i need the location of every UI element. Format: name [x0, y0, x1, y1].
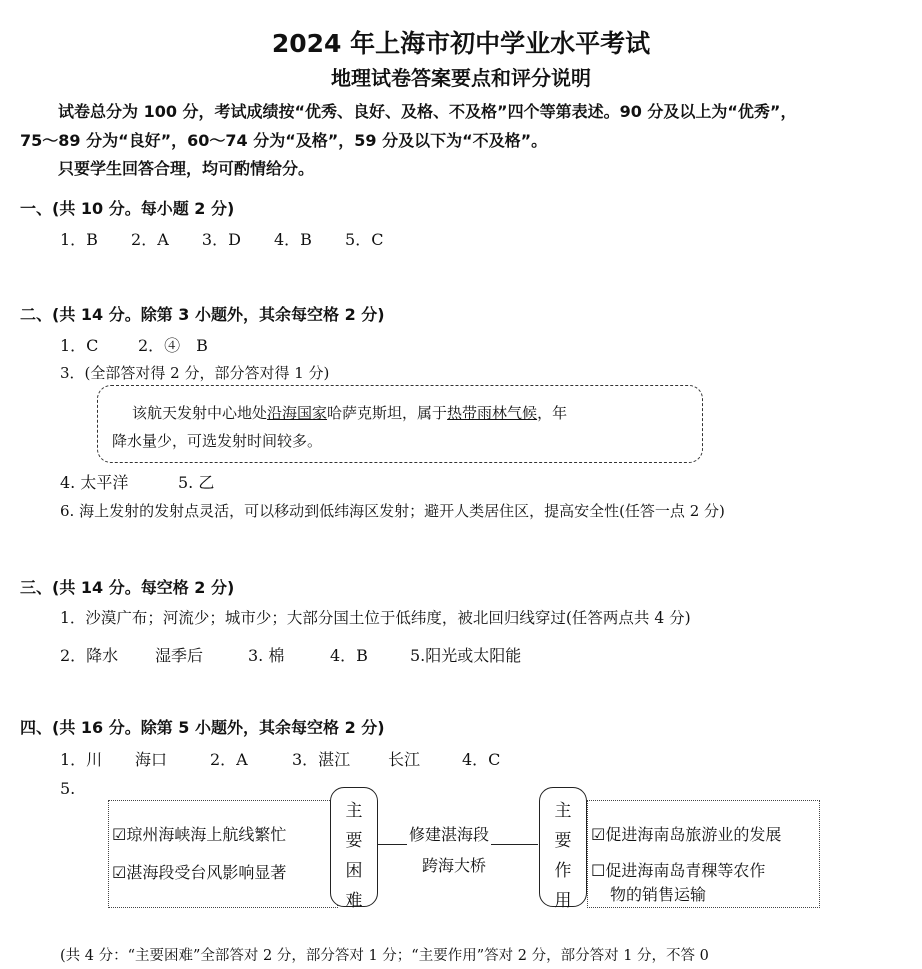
s4-q4: 4．C — [462, 750, 501, 769]
s1-answer: 3．D — [201, 230, 241, 249]
box-text: 该航天发射中心地处 — [132, 404, 268, 422]
difficulty-label-char: 主 — [345, 801, 363, 821]
s3-q2b: 湿季后 — [155, 646, 204, 665]
s3-q2a: 2．降水 — [60, 646, 119, 665]
s3-q4: 4．B — [330, 646, 368, 665]
difficulty-box — [108, 800, 338, 908]
difficulty-item-2: ☑湛海段受台风影响显著 — [112, 863, 287, 882]
effect-item-1: ☑促进海南岛旅游业的发展 — [591, 825, 782, 844]
s4-q1a: 1．川 — [60, 750, 103, 769]
s4-q2: 2．A — [210, 750, 248, 769]
box-line-1 — [132, 402, 567, 423]
difficulty-label-char: 要 — [345, 831, 363, 851]
s2-q4: 4. 太平洋 — [60, 473, 129, 492]
s2-q5: 5. 乙 — [178, 473, 215, 492]
s2-q2: 2．④ B — [138, 336, 208, 355]
answer-box-q3 — [97, 385, 703, 463]
box-underlined-2: 热带雨林气候 — [447, 404, 538, 422]
section-3-heading: 三、(共 14 分。每空格 2 分) — [20, 578, 235, 597]
effect-label-char: 要 — [554, 831, 572, 851]
s4-q1b: 海口 — [135, 750, 168, 769]
s4-scoring-note: (共 4 分：“主要困难”全部答对 2 分，部分答对 1 分；“主要作用”答对 2 分，部分答对 1 分，不答 0 — [60, 948, 709, 964]
s4-q5: 5. — [60, 779, 76, 798]
s3-q3: 3. 棉 — [248, 646, 285, 665]
s2-q6: 6. 海上发射的发射点灵活，可以移动到低纬海区发射；避开人类居住区，提高安全性(任答一点 2 分) — [60, 502, 725, 520]
center-text-2: 跨海大桥 — [420, 853, 488, 876]
s2-q3: 3．(全部答对得 2 分，部分答对得 1 分) — [60, 364, 330, 382]
s1-answer: 1．B — [60, 230, 98, 249]
difficulty-label-char: 困 — [345, 861, 363, 881]
s1-answer: 2．A — [131, 230, 169, 249]
difficulty-item-1: ☑琼州海峡海上航线繁忙 — [112, 825, 287, 844]
s4-q3a: 3．湛江 — [292, 750, 351, 769]
intro-line-1: 试卷总分为 100 分，考试成绩按“优秀、良好、及格、不及格”四个等第表述。90 分及以上为“优秀”， — [58, 102, 797, 121]
effect-item-2a: ☐促进海南岛青稞等农作 — [591, 861, 766, 880]
effect-label-char: 作 — [554, 861, 572, 881]
s4-q3b: 长江 — [388, 750, 421, 769]
section-1-heading: 一、(共 10 分。每小题 2 分) — [20, 199, 235, 218]
intro-line-3: 只要学生回答合理，均可酌情给分。 — [58, 159, 315, 178]
box-underlined-1: 沿海国家 — [267, 404, 328, 422]
box-text: ，年 — [537, 404, 568, 422]
center-text-1: 修建湛海段 — [407, 822, 491, 845]
effect-label — [539, 787, 587, 911]
page-title: 2024 年上海市初中学业水平考试 — [271, 29, 651, 58]
s3-q5: 5.阳光或太阳能 — [410, 646, 522, 665]
section-2-heading: 二、(共 14 分。除第 3 小题外，其余每空格 2 分) — [20, 305, 385, 324]
s2-q1: 1．C — [60, 336, 99, 355]
effect-item-2b: 物的销售运输 — [610, 885, 707, 904]
box-text: 哈萨克斯坦，属于 — [327, 404, 448, 422]
section-1-answers — [60, 227, 411, 250]
difficulty-label — [330, 787, 378, 911]
difficulty-label-char: 难 — [345, 891, 363, 911]
intro-line-2: 75～89 分为“良好”，60～74 分为“及格”，59 分及以下为“不及格”。 — [20, 131, 548, 150]
box-line-2: 降水量少，可选发射时间较多。 — [112, 432, 323, 450]
s1-answer: 5．C — [345, 230, 384, 249]
s1-answer: 4．B — [274, 230, 312, 249]
effect-label-char: 主 — [554, 801, 572, 821]
effect-label-char: 用 — [554, 891, 572, 911]
s3-q1: 1．沙漠广布；河流少；城市少；大部分国土位于低纬度，被北回归线穿过(任答两点共 4 分) — [60, 609, 691, 627]
page-subtitle: 地理试卷答案要点和评分说明 — [331, 66, 591, 90]
section-4-heading: 四、(共 16 分。除第 5 小题外，其余每空格 2 分) — [20, 718, 385, 737]
